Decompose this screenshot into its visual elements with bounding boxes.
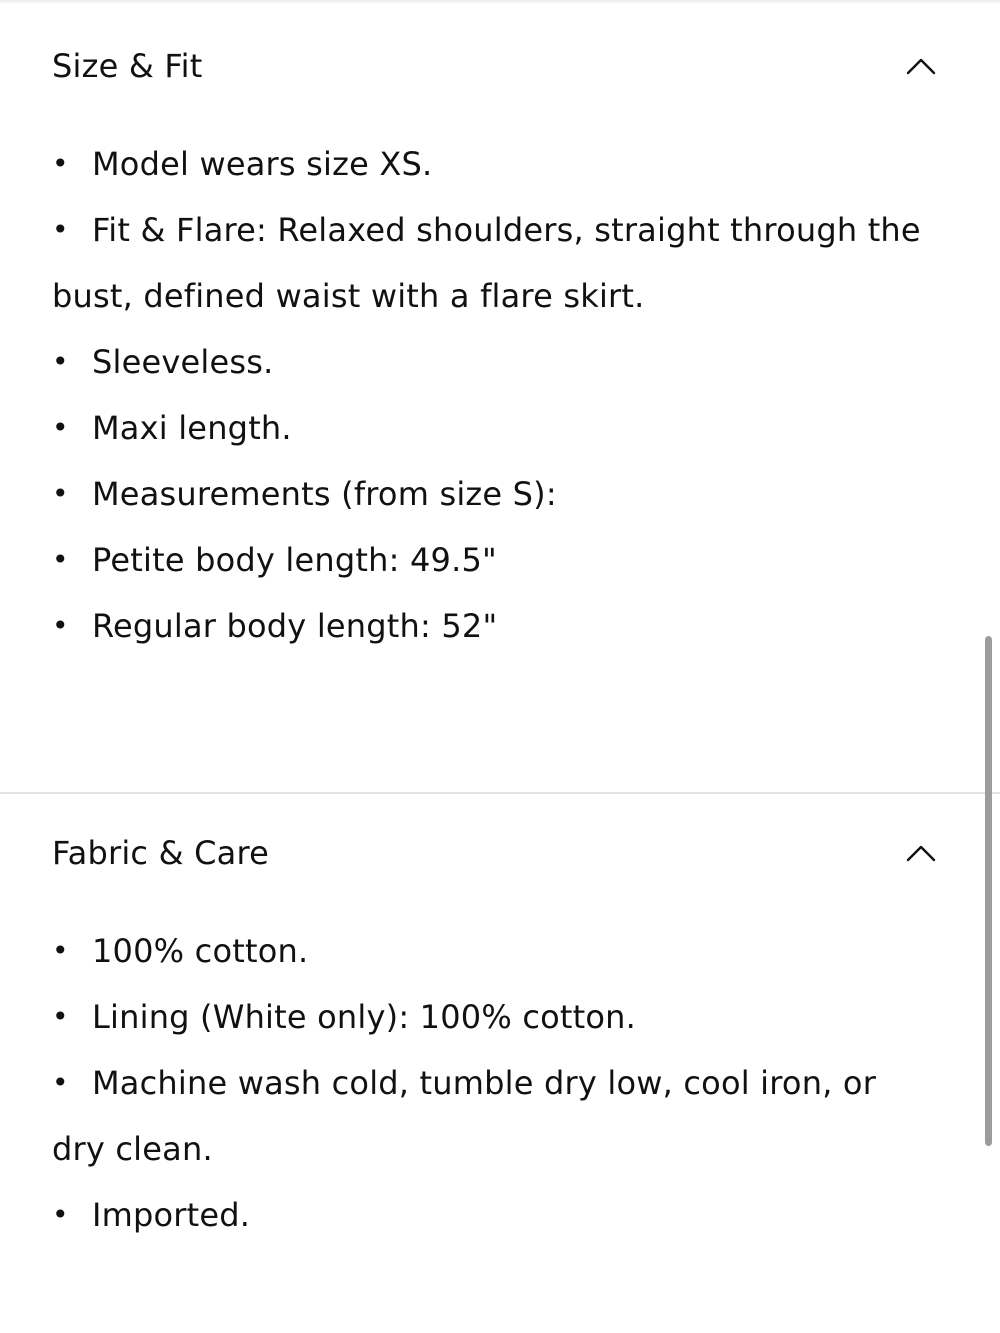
bullet-icon: •	[52, 934, 69, 967]
size-fit-title: Size & Fit	[52, 47, 203, 85]
scrollbar-thumb[interactable]	[985, 636, 992, 1146]
list-item	[52, 918, 932, 984]
list-item-text: Imported.	[92, 1196, 251, 1234]
list-item-text: Maxi length.	[92, 409, 292, 447]
list-item-text: Fit & Flare: Relaxed shoulders, straight through the bust, defined waist with a flare skirt.	[52, 211, 921, 315]
bullet-icon: •	[52, 411, 69, 444]
bullet-icon: •	[52, 147, 69, 180]
fabric-care-title: Fabric & Care	[52, 834, 270, 872]
fabric-care-list	[52, 918, 932, 1248]
list-item	[52, 329, 932, 395]
bullet-icon: •	[52, 1066, 69, 1099]
list-item	[52, 197, 932, 329]
bullet-icon: •	[52, 609, 69, 642]
list-item	[52, 593, 932, 659]
list-item-text: Sleeveless.	[92, 343, 274, 381]
chevron-up-icon[interactable]	[906, 56, 936, 76]
list-item-text: Measurements (from size S):	[92, 475, 557, 513]
list-item-text: Petite body length: 49.5"	[92, 541, 497, 579]
list-item-text: Lining (White only): 100% cotton.	[92, 998, 637, 1036]
list-item	[52, 461, 932, 527]
list-item-text: Regular body length: 52"	[92, 607, 498, 645]
bullet-icon: •	[52, 345, 69, 378]
list-item-text: Machine wash cold, tumble dry low, cool iron, or dry clean.	[52, 1064, 877, 1168]
fabric-care-header[interactable]	[52, 823, 952, 883]
list-item	[52, 131, 932, 197]
list-item-text: 100% cotton.	[92, 932, 309, 970]
size-fit-list	[52, 131, 932, 659]
list-item	[52, 395, 932, 461]
list-item	[52, 1182, 932, 1248]
bullet-icon: •	[52, 477, 69, 510]
list-item	[52, 984, 932, 1050]
list-item	[52, 1050, 932, 1182]
bullet-icon: •	[52, 213, 69, 246]
bullet-icon: •	[52, 1000, 69, 1033]
bullet-icon: •	[52, 1198, 69, 1231]
list-item	[52, 527, 932, 593]
chevron-up-icon[interactable]	[906, 843, 936, 863]
size-fit-header[interactable]	[52, 36, 952, 96]
fabric-care-section	[0, 793, 1000, 1333]
list-item-text: Model wears size XS.	[92, 145, 433, 183]
bullet-icon: •	[52, 543, 69, 576]
